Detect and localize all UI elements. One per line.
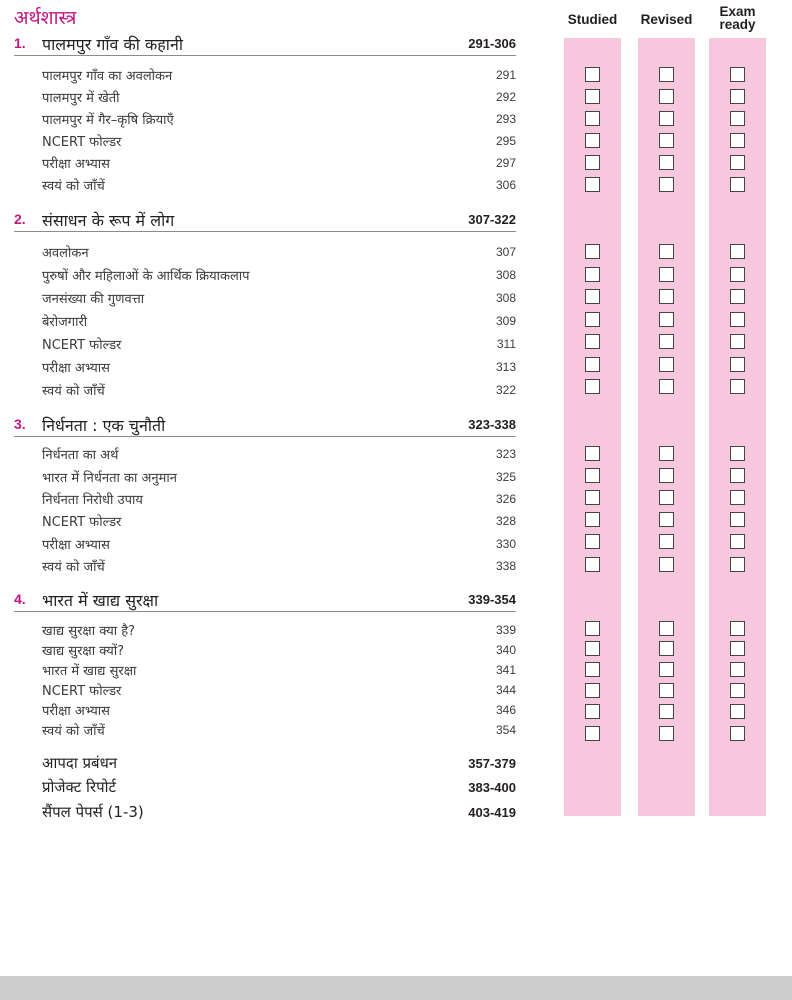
studied-checkbox[interactable] xyxy=(585,704,600,719)
studied-checkbox[interactable] xyxy=(585,490,600,505)
exam-ready-checkbox[interactable] xyxy=(730,67,745,82)
topic-page-number: 323 xyxy=(495,447,516,461)
topic-label: खाद्य सुरक्षा क्यों? xyxy=(42,644,125,659)
chapter-number: 2. xyxy=(14,211,26,227)
topic-label: स्वयं को जाँचें xyxy=(42,724,105,739)
topic-row[interactable] xyxy=(42,535,516,555)
topic-label: स्वयं को जाँचें xyxy=(42,384,105,399)
chapter-number: 4. xyxy=(14,591,26,607)
exam-ready-checkbox[interactable] xyxy=(730,468,745,483)
studied-checkbox[interactable] xyxy=(585,177,600,192)
footer-bar xyxy=(0,976,792,1000)
section-title: अर्थशास्त्र xyxy=(14,7,77,29)
extra-section-row[interactable] xyxy=(42,802,516,824)
topic-label: अवलोकन xyxy=(42,246,89,261)
topic-row[interactable] xyxy=(42,110,516,130)
topic-row[interactable] xyxy=(42,701,516,721)
studied-checkbox[interactable] xyxy=(585,155,600,170)
extra-section-page-range: 383-400 xyxy=(468,780,516,795)
topic-page-number: 292 xyxy=(495,90,516,104)
studied-checkbox[interactable] xyxy=(585,379,600,394)
revised-checkbox[interactable] xyxy=(659,89,674,104)
exam-ready-checkbox[interactable] xyxy=(730,641,745,656)
exam-ready-checkbox[interactable] xyxy=(730,334,745,349)
exam-ready-checkbox[interactable] xyxy=(730,177,745,192)
revised-checkbox[interactable] xyxy=(659,267,674,282)
exam-ready-checkbox[interactable] xyxy=(730,357,745,372)
topic-label: भारत में निर्धनता का अनुमान xyxy=(42,471,177,486)
exam-ready-checkbox[interactable] xyxy=(730,133,745,148)
topic-page-number: 346 xyxy=(495,703,516,717)
topic-label: पुरुषों और महिलाओं के आर्थिक क्रियाकलाप xyxy=(42,269,250,284)
revised-checkbox[interactable] xyxy=(659,662,674,677)
topic-page-number: 307 xyxy=(495,245,516,259)
revised-checkbox[interactable] xyxy=(659,621,674,636)
chapter-page-range: 291-306 xyxy=(468,36,516,51)
studied-checkbox[interactable] xyxy=(585,267,600,282)
topic-label: परीक्षा अभ्यास xyxy=(42,704,110,719)
chapter-title: निर्धनता : एक चुनौती xyxy=(42,416,166,435)
topic-row[interactable] xyxy=(42,132,516,152)
chapter-page-range: 323-338 xyxy=(468,417,516,432)
topic-label: परीक्षा अभ्यास xyxy=(42,361,110,376)
topic-page-number: 297 xyxy=(495,156,516,170)
extra-section-title: आपदा प्रबंधन xyxy=(42,754,118,772)
exam-ready-checkbox[interactable] xyxy=(730,155,745,170)
exam-ready-checkbox[interactable] xyxy=(730,111,745,126)
topic-page-number: 341 xyxy=(495,663,516,677)
exam-ready-checkbox[interactable] xyxy=(730,534,745,549)
topic-label: NCERT फोल्डर xyxy=(42,515,122,530)
studied-checkbox[interactable] xyxy=(585,534,600,549)
topic-row[interactable] xyxy=(42,154,516,174)
exam-ready-checkbox[interactable] xyxy=(730,557,745,572)
topic-page-number: 295 xyxy=(495,134,516,148)
studied-checkbox[interactable] xyxy=(585,289,600,304)
exam-ready-checkbox[interactable] xyxy=(730,289,745,304)
topic-row[interactable] xyxy=(42,621,516,641)
topic-row[interactable] xyxy=(42,661,516,681)
column-header-exam-ready: Exam xyxy=(719,4,756,19)
topic-label: पालमपुर गाँव का अवलोकन xyxy=(42,69,173,84)
revised-checkbox[interactable] xyxy=(659,683,674,698)
topic-label: जनसंख्या की गुणवत्ता xyxy=(42,292,145,307)
topic-row[interactable] xyxy=(42,88,516,108)
revised-checkbox[interactable] xyxy=(659,334,674,349)
topic-label: स्वयं को जाँचें xyxy=(42,179,105,194)
revised-checkbox[interactable] xyxy=(659,704,674,719)
studied-checkbox[interactable] xyxy=(585,557,600,572)
extra-section-row[interactable] xyxy=(42,777,516,799)
topic-label: निर्धनता निरोधी उपाय xyxy=(42,493,143,508)
chapter-page-range: 307-322 xyxy=(468,212,516,227)
exam-ready-checkbox[interactable] xyxy=(730,726,745,741)
exam-ready-checkbox[interactable] xyxy=(730,662,745,677)
exam-ready-checkbox[interactable] xyxy=(730,89,745,104)
extra-section-page-range: 357-379 xyxy=(468,756,516,771)
revised-checkbox[interactable] xyxy=(659,557,674,572)
revised-checkbox[interactable] xyxy=(659,155,674,170)
revised-checkbox[interactable] xyxy=(659,446,674,461)
exam-ready-checkbox[interactable] xyxy=(730,379,745,394)
chapter-number: 3. xyxy=(14,416,26,432)
topic-row[interactable] xyxy=(42,66,516,86)
topic-row[interactable] xyxy=(42,335,516,355)
topic-row[interactable] xyxy=(42,358,516,378)
revised-checkbox[interactable] xyxy=(659,379,674,394)
topic-label: स्वयं को जाँचें xyxy=(42,560,105,575)
chapter-page-range: 339-354 xyxy=(468,592,516,607)
chapter-heading[interactable] xyxy=(14,589,516,612)
studied-checkbox[interactable] xyxy=(585,133,600,148)
studied-checkbox[interactable] xyxy=(585,621,600,636)
topic-page-number: 328 xyxy=(495,514,516,528)
revised-checkbox[interactable] xyxy=(659,289,674,304)
topic-page-number: 340 xyxy=(495,643,516,657)
revised-checkbox[interactable] xyxy=(659,244,674,259)
studied-checkbox[interactable] xyxy=(585,512,600,527)
topic-page-number: 308 xyxy=(495,268,516,282)
revised-checkbox[interactable] xyxy=(659,111,674,126)
topic-row[interactable] xyxy=(42,445,516,465)
topic-page-number: 354 xyxy=(495,723,516,737)
studied-checkbox[interactable] xyxy=(585,468,600,483)
studied-checkbox[interactable] xyxy=(585,334,600,349)
extra-section-row[interactable] xyxy=(42,753,516,775)
chapter-heading[interactable] xyxy=(14,209,516,232)
column-header-exam-ready: ready xyxy=(719,17,756,32)
topic-page-number: 291 xyxy=(495,68,516,82)
topic-label: NCERT फोल्डर xyxy=(42,684,122,699)
topic-page-number: 325 xyxy=(495,470,516,484)
revised-checkbox[interactable] xyxy=(659,357,674,372)
revised-checkbox[interactable] xyxy=(659,67,674,82)
exam-ready-checkbox[interactable] xyxy=(730,446,745,461)
topic-label: बेरोजगारी xyxy=(42,315,88,330)
studied-checkbox[interactable] xyxy=(585,111,600,126)
topic-page-number: 293 xyxy=(495,112,516,126)
topic-page-number: 339 xyxy=(495,623,516,637)
topic-label: NCERT फोल्डर xyxy=(42,338,122,353)
topic-page-number: 308 xyxy=(495,291,516,305)
revised-checkbox[interactable] xyxy=(659,726,674,741)
exam-ready-checkbox[interactable] xyxy=(730,512,745,527)
studied-checkbox[interactable] xyxy=(585,641,600,656)
revised-checkbox[interactable] xyxy=(659,641,674,656)
chapter-heading[interactable] xyxy=(14,414,516,437)
exam-ready-checkbox[interactable] xyxy=(730,267,745,282)
exam-ready-checkbox[interactable] xyxy=(730,312,745,327)
topic-page-number: 344 xyxy=(495,683,516,697)
topic-page-number: 306 xyxy=(495,178,516,192)
chapter-heading[interactable] xyxy=(14,33,516,56)
exam-ready-checkbox[interactable] xyxy=(730,244,745,259)
topic-row[interactable] xyxy=(42,512,516,532)
revised-checkbox[interactable] xyxy=(659,534,674,549)
studied-checkbox[interactable] xyxy=(585,67,600,82)
topic-row[interactable] xyxy=(42,721,516,741)
studied-checkbox[interactable] xyxy=(585,89,600,104)
studied-checkbox[interactable] xyxy=(585,662,600,677)
topic-page-number: 311 xyxy=(496,337,516,351)
topic-row[interactable] xyxy=(42,681,516,701)
column-header-revised: Revised xyxy=(640,12,693,27)
topic-row[interactable] xyxy=(42,557,516,577)
chapter-number: 1. xyxy=(14,35,26,51)
revised-checkbox[interactable] xyxy=(659,490,674,505)
studied-checkbox[interactable] xyxy=(585,446,600,461)
topic-page-number: 322 xyxy=(495,383,516,397)
topic-row[interactable] xyxy=(42,176,516,196)
exam-ready-checkbox[interactable] xyxy=(730,490,745,505)
topic-page-number: 326 xyxy=(495,492,516,506)
topic-label: खाद्य सुरक्षा क्या है? xyxy=(42,624,136,639)
topic-page-number: 309 xyxy=(495,314,516,328)
topic-label: पालमपुर में गैर–कृषि क्रियाएँ xyxy=(42,113,174,128)
studied-checkbox[interactable] xyxy=(585,312,600,327)
revised-checkbox[interactable] xyxy=(659,468,674,483)
topic-row[interactable] xyxy=(42,312,516,332)
extra-section-title: सैंपल पेपर्स (1-3) xyxy=(42,803,144,821)
revised-checkbox[interactable] xyxy=(659,312,674,327)
studied-checkbox[interactable] xyxy=(585,726,600,741)
chapter-title: भारत में खाद्य सुरक्षा xyxy=(42,591,159,610)
exam-ready-checkbox[interactable] xyxy=(730,621,745,636)
topic-label: परीक्षा अभ्यास xyxy=(42,157,110,172)
topic-page-number: 338 xyxy=(495,559,516,573)
topic-row[interactable] xyxy=(42,243,516,263)
topic-label: पालमपुर में खेती xyxy=(42,91,120,106)
extra-section-page-range: 403-419 xyxy=(468,805,516,820)
topic-page-number: 313 xyxy=(495,360,516,374)
topic-row[interactable] xyxy=(42,641,516,661)
topic-label: परीक्षा अभ्यास xyxy=(42,538,110,553)
studied-checkbox[interactable] xyxy=(585,357,600,372)
column-header-studied: Studied xyxy=(567,12,618,27)
topic-label: निर्धनता का अर्थ xyxy=(42,448,119,463)
topic-row[interactable] xyxy=(42,468,516,488)
extra-section-title: प्रोजेक्ट रिपोर्ट xyxy=(42,778,117,796)
topic-label: भारत में खाद्य सुरक्षा xyxy=(42,664,137,679)
topic-row[interactable] xyxy=(42,266,516,286)
topic-page-number: 330 xyxy=(495,537,516,551)
topic-label: NCERT फोल्डर xyxy=(42,135,122,150)
chapter-title: पालमपुर गाँव की कहानी xyxy=(42,35,183,54)
exam-ready-checkbox[interactable] xyxy=(730,704,745,719)
studied-checkbox[interactable] xyxy=(585,244,600,259)
topic-row[interactable] xyxy=(42,490,516,510)
topic-row[interactable] xyxy=(42,289,516,309)
revised-checkbox[interactable] xyxy=(659,512,674,527)
topic-row[interactable] xyxy=(42,381,516,401)
revised-checkbox[interactable] xyxy=(659,133,674,148)
chapter-title: संसाधन के रूप में लोग xyxy=(42,211,175,230)
studied-checkbox[interactable] xyxy=(585,683,600,698)
revised-checkbox[interactable] xyxy=(659,177,674,192)
exam-ready-checkbox[interactable] xyxy=(730,683,745,698)
